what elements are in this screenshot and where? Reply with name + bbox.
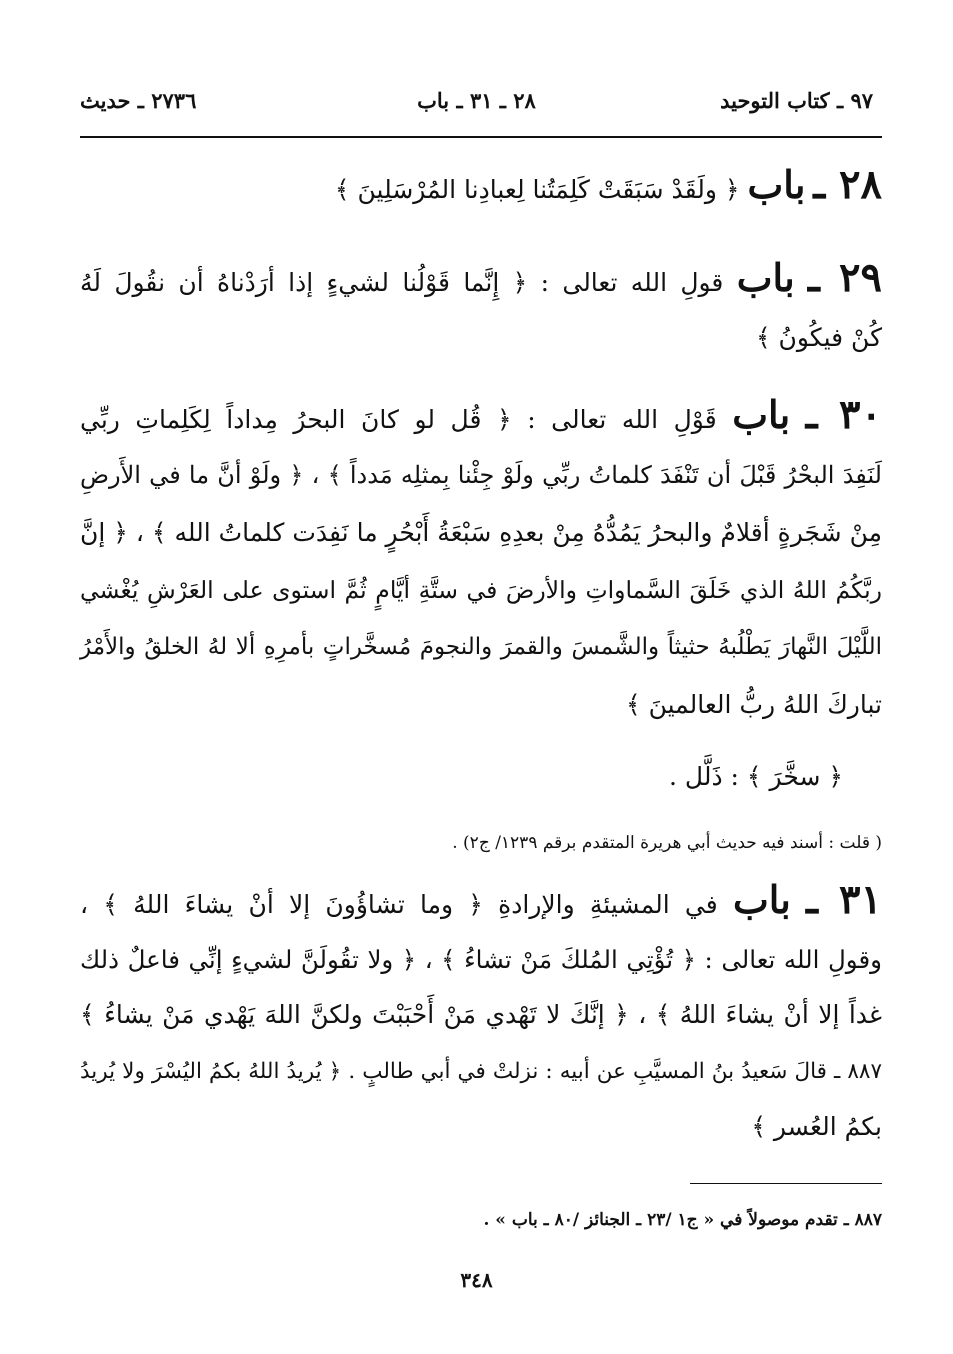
header-chapter: ٩٧ ـ كتاب التوحيد <box>720 88 873 113</box>
section-30-gloss: ﴿ سخَّرَ ﴾ : ذَلَّل . <box>669 762 843 791</box>
section-31-line-3: غداً إلا أنْ يشاءَ اللهُ ﴾ ، ﴿ إنَّكَ لا تَهْدي مَنْ أَحْبَبْتَ ولكنَّ اللهَ يَهْدي مَنْ يشاءُ ﴾ <box>80 1000 882 1029</box>
section-28-line-1 <box>80 161 882 210</box>
footnote-rule <box>690 1183 882 1184</box>
section-31-number: ٣١ ـ <box>806 876 882 923</box>
header-rule <box>80 136 882 138</box>
section-31-line-5: بكمُ العُسر ﴾ <box>751 1112 882 1141</box>
footnote: ٨٨٧ ـ تقدم موصولاً في « ج١ /٢٣ ـ الجنائز /٨٠ ـ باب » . <box>483 1210 882 1230</box>
section-30-editor-note: ( قلت : أسند فيه حديث أبي هريرة المتقدم برقم ١٢٣٩/ ج٢) . <box>452 833 882 853</box>
section-30-line-5: اللَّيْلَ النَّهارَ يَطْلُبهُ حثيثاً والشَّمسَ والقمرَ والنجومَ مُسخَّراتٍ بأمرِهِ ألا لهُ الخلقُ والأَمْرُ <box>80 634 882 660</box>
section-31-line-2: وقولِ الله تعالى : ﴿ تُؤْتِي المُلكَ مَنْ تشاءُ ﴾ ، ﴿ ولا تقُولَنَّ لشيءٍ إنِّي فاعلٌ ذلك <box>80 945 882 974</box>
header-hadith-range: ٢٧٣٦ ـ حديث <box>80 88 197 113</box>
section-31-bab: باب <box>732 877 791 922</box>
page-number: ٣٤٨ <box>460 1268 493 1292</box>
section-28-bab: باب <box>747 162 806 207</box>
section-30-line-3: مِنْ شَجَرةٍ أقلامٌ والبحرُ يَمُدُّهُ مِنْ بعدِهِ سَبْعَةُ أَبْحُرٍ ما نَفِدَت كلماتُ الله ﴾ ، ﴿ إنَّ <box>79 518 882 547</box>
section-28-title: ﴿ ولَقَدْ سَبَقَتْ كَلِمَتُنا لِعبادِنا المُرْسَلِينَ ﴾ <box>334 175 740 204</box>
section-30-text-1: قَوْلِ الله تعالى : ﴿ قُل لو كانَ البحرُ مِداداً لِكَلِماتِ ربِّي <box>80 405 717 434</box>
section-30-bab: باب <box>732 392 791 437</box>
section-29-line-2: كُنْ فيكُونُ ﴾ <box>755 323 882 352</box>
section-29-number: ٢٩ ـ <box>808 254 882 301</box>
section-28-number: ٢٨ ـ <box>813 161 882 208</box>
section-30-line-6: تباركَ اللهُ ربُّ العالمينَ ﴾ <box>626 690 882 719</box>
section-30-line-2: لَنَفِدَ البحْرُ قَبْلَ أن تَنْفَدَ كلماتُ ربِّي ولَوْ جِئْنا بِمثلِه مَدداً ﴾ ، ﴿ ولَوْ أنَّ ما في الأَرضِ <box>80 461 882 489</box>
section-31-line-4: ٨٨٧ ـ قالَ سَعيدُ بنُ المسيَّبِ عن أبيه : نزلتْ في أبي طالبٍ . ﴿ يُريدُ اللهُ بكمُ اليُسْرَ ولا يُريدُ <box>80 1059 882 1084</box>
section-31-line-1 <box>80 876 882 925</box>
section-30-line-1 <box>80 391 882 440</box>
header-section-range: ٢٨ ـ ٣١ ـ باب <box>417 88 536 113</box>
section-29-text-1: قولِ الله تعالى : ﴿ إِنَّما قَوْلُنا لشيءٍ إذا أرَدْناهُ أن نقُولَ لَهُ <box>80 268 724 297</box>
section-31-text-1: في المشيئةِ والإرادةِ ﴿ وما تشاؤُونَ إلا أنْ يشاءَ اللهُ ﴾ ، <box>80 890 718 919</box>
section-29-bab: باب <box>736 255 795 300</box>
section-29-line-1 <box>80 254 882 303</box>
section-30-number: ٣٠ ـ <box>805 391 882 438</box>
section-30-line-4: ربَّكُمُ اللهُ الذي خَلَقَ السَّماواتِ والأرضَ في ستَّةِ أيَّامٍ ثُمَّ استوى على العَرْشِ يُغْشي <box>80 576 882 604</box>
